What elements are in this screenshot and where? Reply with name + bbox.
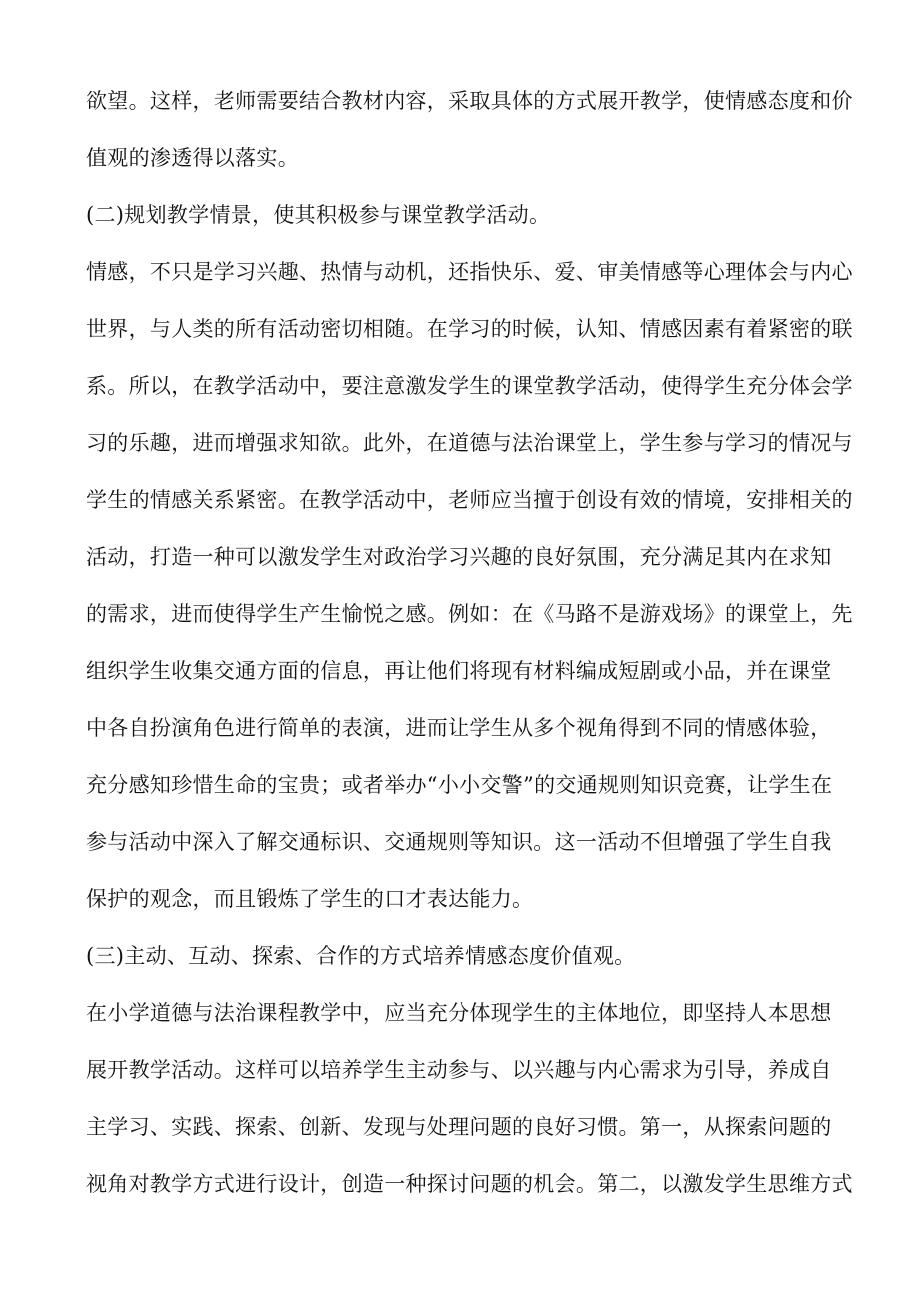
text-line: 在小学道德与法治课程教学中，应当充分体现学生的主体地位，即坚持人本思想: [86, 1001, 832, 1025]
text-line: 系。所以，在教学活动中，要注意激发学生的课堂教学活动，使得学生充分体会学: [86, 374, 853, 398]
text-line: 视角对教学方式进行设计，创造一种探讨问题的机会。第二，以激发学生思维方式: [86, 1172, 853, 1196]
text-line: 参与活动中深入了解交通标识、交通规则等知识。这一活动不但增强了学生自我: [86, 830, 832, 854]
text-line: 活动，打造一种可以激发学生对政治学习兴趣的良好氛围，充分满足其内在求知: [86, 545, 832, 569]
text-line: 情感，不只是学习兴趣、热情与动机，还指快乐、爱、审美情感等心理体会与内心: [86, 260, 853, 284]
section-heading: (三)主动、互动、探索、合作的方式培养情感态度价值观。: [86, 944, 636, 968]
text-line: 世界，与人类的所有活动密切相随。在学习的时候，认知、情感因素有着紧密的联: [86, 317, 853, 341]
text-line: 值观的渗透得以落实。: [86, 146, 299, 170]
text-line: 充分感知珍惜生命的宝贵；或者举办“小小交警”的交通规则知识竞赛，让学生在: [86, 773, 833, 797]
text-line: 习的乐趣，进而增强求知欲。此外，在道德与法治课堂上，学生参与学习的情况与: [86, 431, 853, 455]
text-line: 主学习、实践、探索、创新、发现与处理问题的良好习惯。第一，从探索问题的: [86, 1115, 832, 1139]
text-line: 组织学生收集交通方面的信息，再让他们将现有材料编成短剧或小品，并在课堂: [86, 659, 832, 683]
text-line: 欲望。这样，老师需要结合教材内容，采取具体的方式展开教学，使情感态度和价: [86, 89, 853, 113]
text-line: 学生的情感关系紧密。在教学活动中，老师应当擅于创设有效的情境，安排相关的: [86, 488, 853, 512]
text-line: 展开教学活动。这样可以培养学生主动参与、以兴趣与内心需求为引导，养成自: [86, 1058, 832, 1082]
section-heading: (二)规划教学情景，使其积极参与课堂教学活动。: [86, 203, 551, 227]
text-line: 的需求，进而使得学生产生愉悦之感。例如：在《马路不是游戏场》的课堂上，先: [86, 602, 853, 626]
text-line: 保护的观念，而且锻炼了学生的口才表达能力。: [86, 887, 534, 911]
text-line: 中各自扮演角色进行简单的表演，进而让学生从多个视角得到不同的情感体验，: [86, 716, 832, 740]
